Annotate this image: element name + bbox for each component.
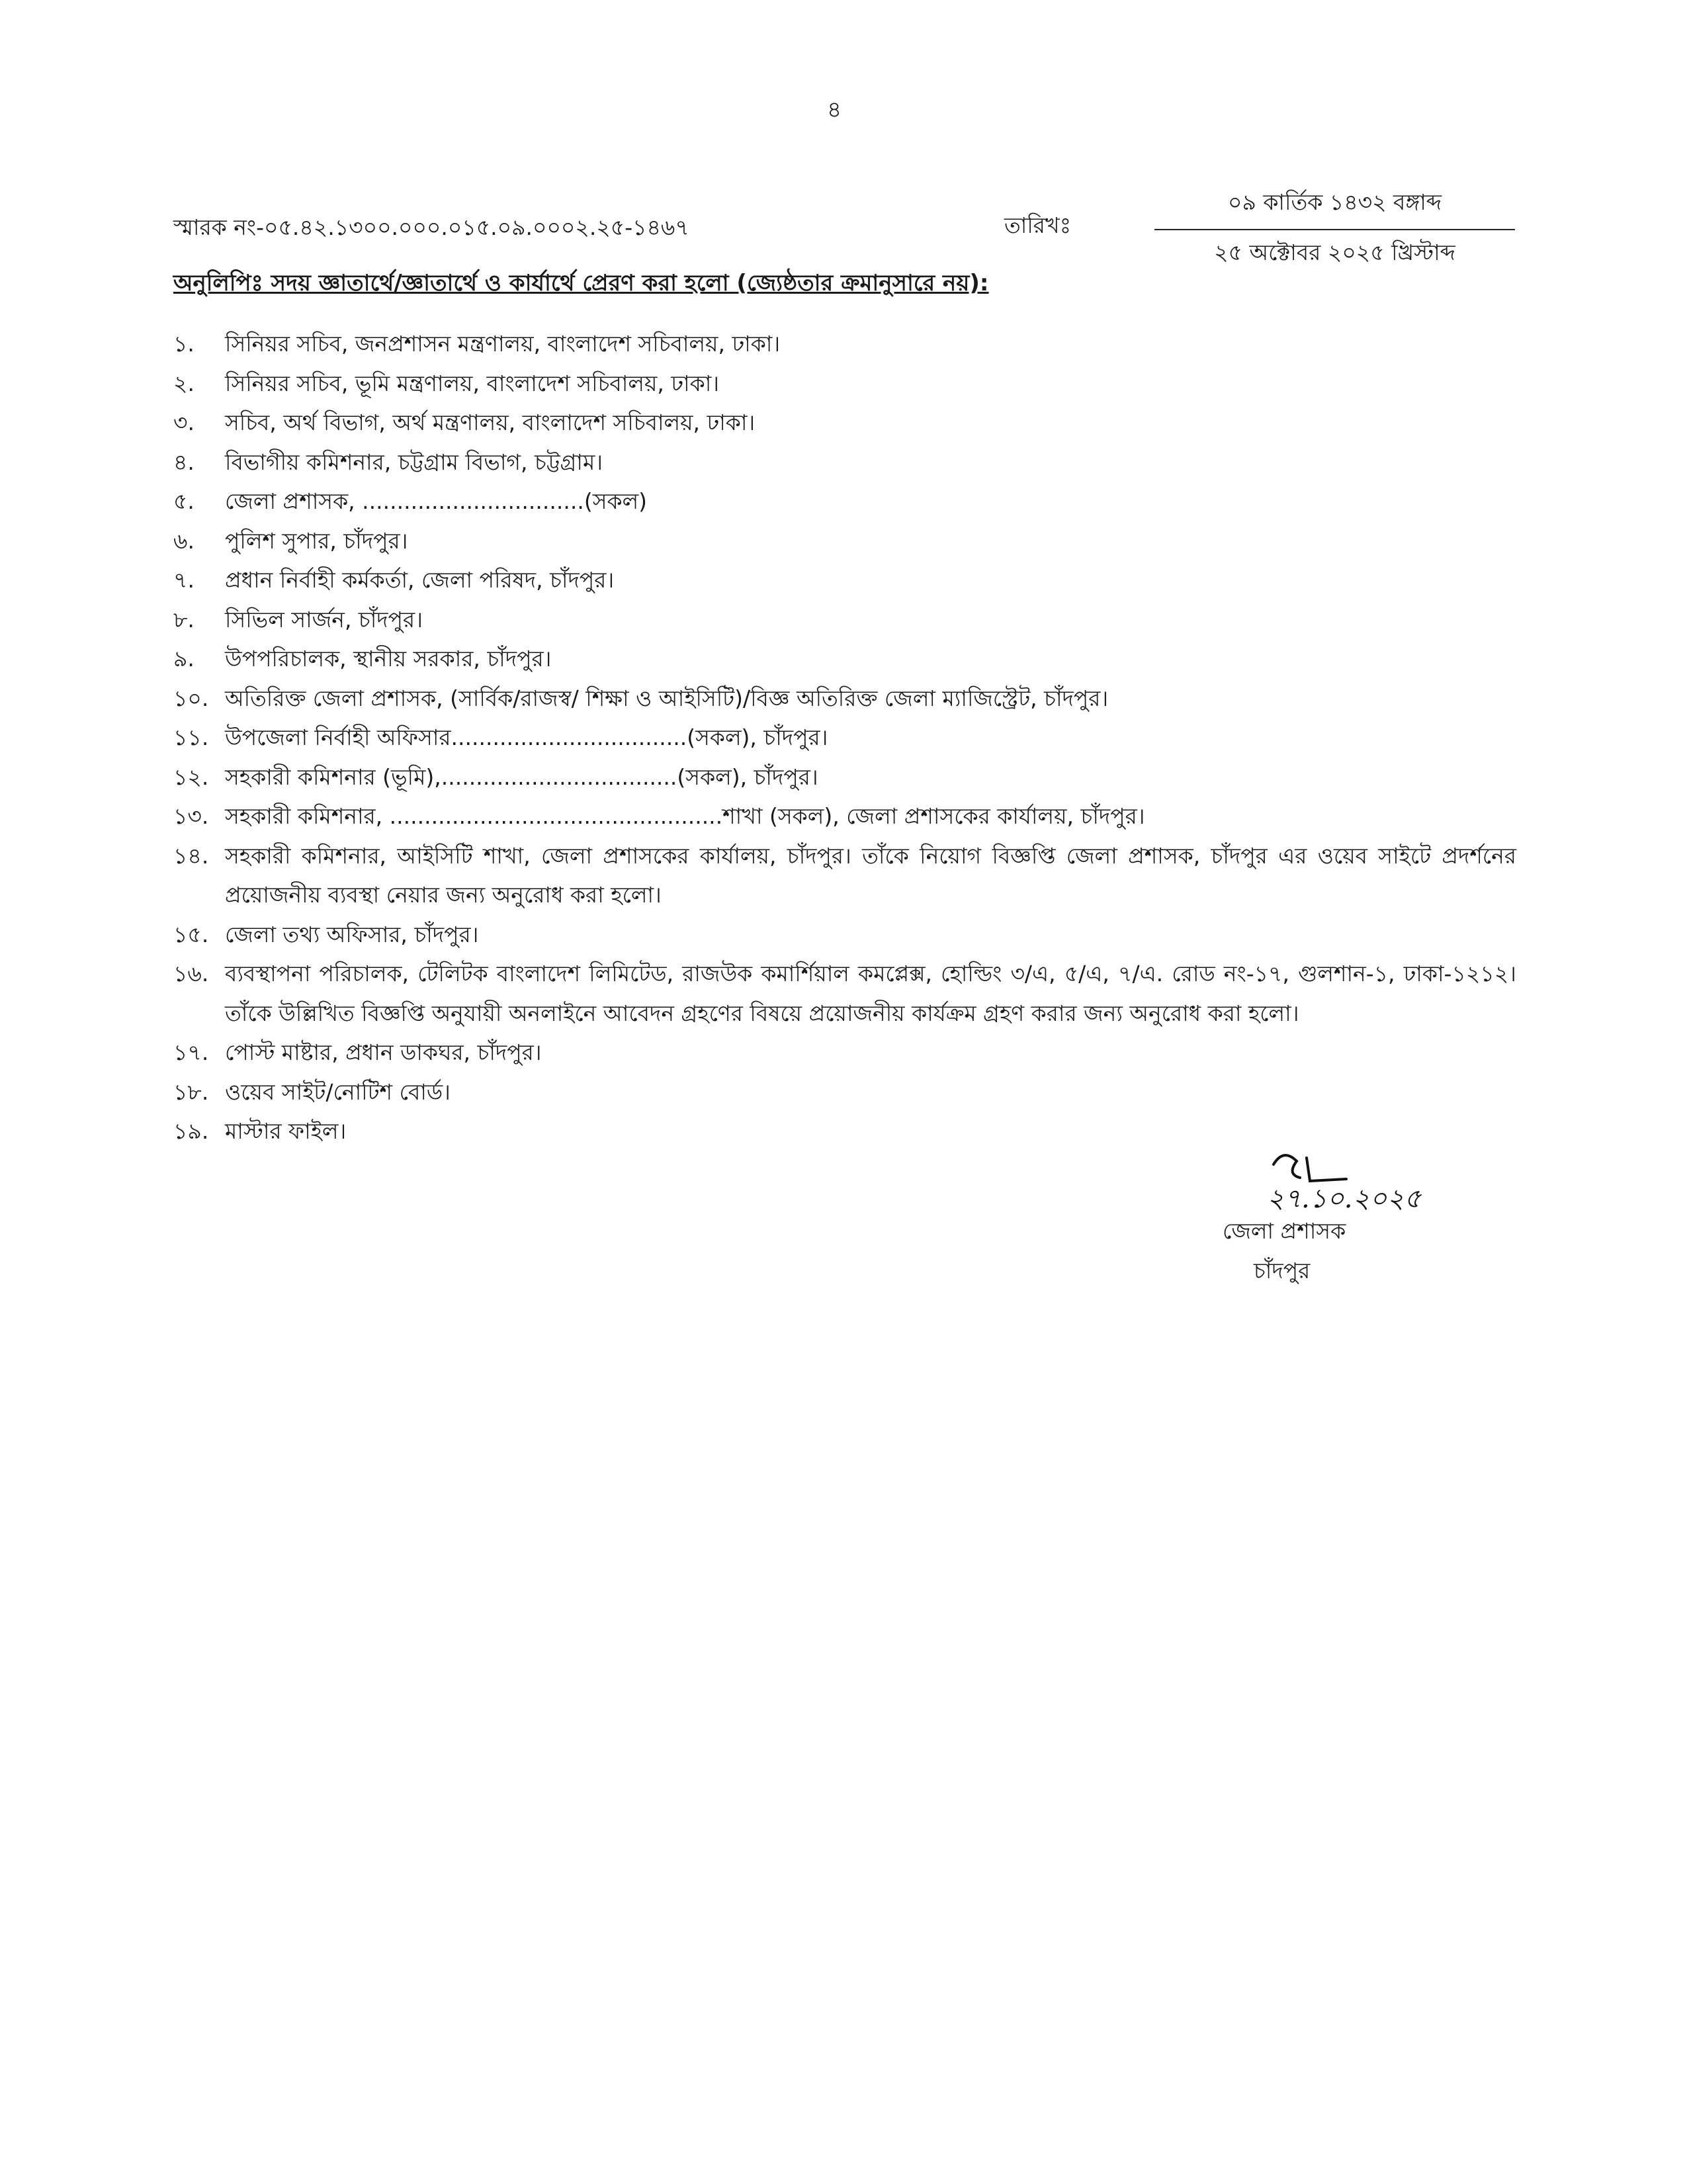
copy-heading: অনুলিপিঃ সদয় জ্ঞাতার্থে/জ্ঞাতার্থে ও কার্যার্থে প্রেরণ করা হলো (জ্যেষ্ঠতার ক্রমানুসারে নয়):	[173, 270, 989, 296]
list-item-text: উপজেলা নির্বাহী অফিসার..................................(সকল), চাঁদপুর।	[225, 724, 828, 750]
list-item-text: সিনিয়র সচিব, ভূমি মন্ত্রণালয়, বাংলাদেশ সচিবালয়, ঢাকা।	[225, 370, 720, 396]
list-item-text: পুলিশ সুপার, চাঁদপুর।	[225, 527, 408, 554]
list-item-number: ১৯.	[173, 1118, 209, 1144]
recipient-list	[173, 324, 1524, 1151]
list-item-text: অতিরিক্ত জেলা প্রশাসক, (সার্বিক/রাজস্ব/ শিক্ষা ও আইসিটি)/বিজ্ঞ অতিরিক্ত জেলা ম্যাজিস্ট্রেট, চাঁদপুর।	[225, 685, 1109, 711]
list-item	[173, 679, 1516, 719]
list-item-text: জেলা তথ্য অফিসার, চাঁদপুর।	[225, 921, 479, 947]
list-item-number: ৩.	[173, 410, 195, 435]
list-item-text: সচিব, অর্থ বিভাগ, অর্থ মন্ত্রণালয়, বাংলাদেশ সচিবালয়, ঢাকা।	[225, 410, 756, 435]
list-item-text: বিভাগীয় কমিশনার, চট্টগ্রাম বিভাগ, চট্টগ্রাম।	[225, 449, 603, 475]
list-item-number: ১০.	[173, 685, 209, 711]
list-item	[173, 600, 1516, 640]
list-item	[173, 521, 1516, 561]
list-item-number: ১৮.	[173, 1078, 209, 1105]
list-item	[173, 797, 1516, 836]
date-divider	[1154, 229, 1515, 230]
list-item-number: ১৬.	[173, 961, 209, 986]
list-item-text: মাস্টার ফাইল।	[225, 1118, 347, 1144]
list-item-number: ৫.	[173, 488, 195, 514]
list-item-text: প্রধান নির্বাহী কর্মকর্তা, জেলা পরিষদ, চাঁদপুর।	[225, 567, 615, 593]
list-item	[173, 954, 1524, 1033]
list-item-number: ৪.	[173, 449, 195, 475]
list-item	[173, 1072, 1516, 1112]
date-bangla: ০৯ কার্তিক ১৪৩২ বঙ্গাব্দ	[1227, 189, 1442, 215]
signatory-place: চাঁদপুর	[1254, 1258, 1311, 1284]
list-item	[173, 915, 1516, 955]
list-item	[173, 403, 1516, 443]
list-item-text: উপপরিচালক, স্থানীয় সরকার, চাঁদপুর।	[225, 646, 552, 672]
date-block	[1154, 185, 1515, 273]
list-item-number: ১.	[173, 331, 195, 357]
signature-date: ২৭.১০.২০২৫	[1267, 1184, 1422, 1214]
list-item-number: ৬.	[173, 527, 195, 554]
page-number: ৪	[827, 97, 842, 123]
list-item-text: জেলা প্রশাসক, ................................(সকল)	[225, 488, 648, 514]
date-gregorian: ২৫ অক্টোবর ২০২৫ খ্রিস্টাব্দ	[1214, 240, 1455, 265]
list-item-number: ৭.	[173, 567, 195, 593]
list-item-text: ওয়েব সাইট/নোটিশ বোর্ড।	[225, 1078, 451, 1105]
list-item	[173, 718, 1516, 758]
list-item-text: সিভিল সার্জন, চাঁদপুর।	[225, 606, 423, 633]
list-item-number: ১৫.	[173, 921, 209, 947]
list-item	[173, 482, 1516, 521]
list-item-number: ১৭.	[173, 1039, 209, 1065]
list-item	[173, 560, 1516, 600]
memo-number: স্মারক নং-০৫.৪২.১৩০০.০০০.০১৫.০৯.০০০২.২৫-১৪৬৭	[173, 214, 689, 240]
list-item	[173, 1033, 1516, 1072]
list-item-text: সিনিয়র সচিব, জনপ্রশাসন মন্ত্রণালয়, বাংলাদেশ সচিবালয়, ঢাকা।	[225, 331, 781, 357]
list-item-text: পোস্ট মাষ্টার, প্রধান ডাকঘর, চাঁদপুর।	[225, 1039, 542, 1065]
list-item	[173, 836, 1524, 915]
list-item	[173, 758, 1516, 797]
handwritten-signature	[1247, 1138, 1446, 1217]
list-item-number: ১২.	[173, 764, 209, 790]
list-item	[173, 443, 1516, 482]
list-item-number: ১৪.	[173, 842, 209, 869]
list-item-text: সহকারী কমিশনার, ................................................শাখা (সকল), জেলা প্রশাসকের কার্যালয়, চাঁদপুর।	[225, 803, 1145, 829]
list-item-number: ১১.	[173, 724, 209, 750]
list-item	[173, 639, 1516, 679]
list-item-number: ৮.	[173, 606, 195, 633]
list-item-text: সহকারী কমিশনার (ভূমি),..................................(সকল), চাঁদপুর।	[225, 764, 818, 790]
list-item	[173, 324, 1516, 364]
date-label: তারিখঃ	[1004, 212, 1072, 238]
list-item-text: সহকারী কমিশনার, আইসিটি শাখা, জেলা প্রশাসকের কার্যালয়, চাঁদপুর। তাঁকে নিয়োগ বিজ্ঞপ্তি জেলা প্রশাসক, চাঁদপুর এর ওয়েব সাইটে প্রদর্শনের প্রয়োজনীয় ব্যবস্থা নেয়ার জন্য অনুরোধ করা হলো।	[225, 842, 1524, 908]
signatory-title: জেলা প্রশাসক	[1223, 1218, 1346, 1244]
list-item-number: ৯.	[173, 646, 195, 672]
list-item-number: ২.	[173, 370, 195, 396]
list-item	[173, 364, 1516, 404]
list-item-number: ১৩.	[173, 803, 209, 829]
list-item-text: ব্যবস্থাপনা পরিচালক, টেলিটক বাংলাদেশ লিমিটেড, রাজউক কমার্শিয়াল কমপ্লেক্স, হোল্ডিং ৩/এ, ৫/এ, ৭/এ. রোড নং-১৭, গুলশান-১, ঢাকা-১২১২। তাঁকে উল্লিখিত বিজ্ঞপ্তি অনুযায়ী অনলাইনে আবেদন গ্রহণের বিষয়ে প্রয়োজনীয় কার্যক্রম গ্রহণ করার জন্য অনুরোধ করা হলো।	[225, 961, 1524, 1026]
